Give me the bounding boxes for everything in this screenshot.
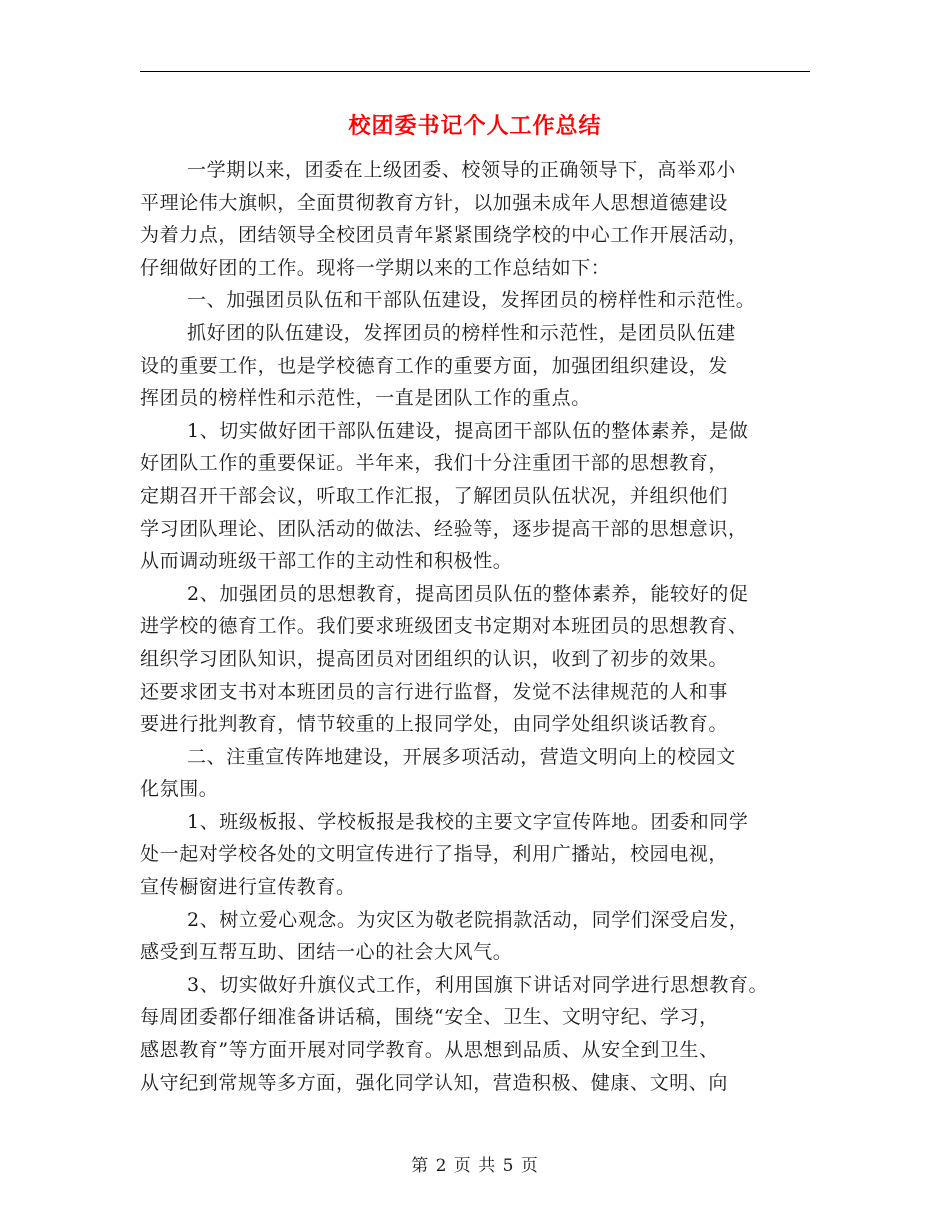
body-line: 好团队工作的重要保证。半年来，我们十分注重团干部的思想教育， (140, 452, 729, 475)
body-line: 要进行批判教育，情节较重的上报同学处，由同学处组织谈话教育。 (140, 713, 729, 736)
body-line: 感恩教育”等方面开展对同学教育。从思想到品质、从安全到卫生、 (140, 1039, 719, 1062)
body-line: 感受到互帮互助、团结一心的社会大风气。 (140, 941, 513, 964)
body-line: 二、注重宣传阵地建设，开展多项活动，营造文明向上的校园文 (187, 745, 736, 768)
page-number-footer: 第 2 页 共 5 页 (411, 1156, 539, 1176)
body-line: 平理论伟大旗帜，全面贯彻教育方针，以加强未成年人思想道德建设 (140, 191, 729, 214)
body-line: 宣传橱窗进行宣传教育。 (140, 876, 356, 899)
body-line: 处一起对学校各处的文明宣传进行了指导，利用广播站，校园电视， (140, 843, 729, 866)
body-line: 2、树立爱心观念。为灾区为敬老院捐款活动，同学们深受启发， (187, 908, 749, 931)
body-line: 从而调动班级干部工作的主动性和积极性。 (140, 550, 513, 573)
document-body (140, 154, 820, 1099)
body-line: 1、切实做好团干部队伍建设，提高团干部队伍的整体素养，是做 (187, 419, 749, 442)
header-rule (140, 71, 810, 72)
body-line: 挥团员的榜样性和示范性，一直是团队工作的重点。 (140, 387, 591, 410)
body-line: 抓好团的队伍建设，发挥团员的榜样性和示范性，是团员队伍建 (187, 321, 736, 344)
body-line: 组织学习团队知识，提高团员对团组织的认识，收到了初步的效果。 (140, 647, 729, 670)
body-line: 一学期以来，团委在上级团委、校领导的正确领导下，高举邓小 (187, 159, 736, 181)
body-line: 从守纪到常规等多方面，强化同学认知，营造积极、健康、文明、向 (140, 1071, 729, 1094)
body-line: 为着力点，团结领导全校团员青年紧紧围绕学校的中心工作开展活动， (140, 224, 748, 247)
body-line: 2、加强团员的思想教育，提高团员队伍的整体素养，能较好的促 (187, 582, 749, 605)
body-line: 一、加强团员队伍和干部队伍建设，发挥团员的榜样性和示范性。 (187, 289, 756, 312)
body-line: 1、班级板报、学校板报是我校的主要文字宣传阵地。团委和同学 (187, 810, 749, 833)
body-line: 进学校的德育工作。我们要求班级团支书定期对本班团员的思想教育、 (140, 615, 748, 638)
body-line: 每周团委都仔细准备讲话稿，围绕“安全、卫生、文明守纪、学习， (140, 1006, 719, 1029)
body-line: 学习团队理论、团队活动的做法、经验等，逐步提高干部的思想意识， (140, 517, 748, 540)
body-line: 设的重要工作，也是学校德育工作的重要方面，加强团组织建设，发 (140, 354, 729, 377)
body-line: 3、切实做好升旗仪式工作，利用国旗下讲话对同学进行思想教育。 (187, 973, 769, 996)
document-title: 校团委书记个人工作总结 (348, 113, 602, 139)
body-line: 化氛围。 (140, 778, 219, 801)
body-line: 仔细做好团的工作。现将一学期以来的工作总结如下： (140, 256, 611, 279)
body-line: 定期召开干部会议，听取工作汇报，了解团员队伍状况，并组织他们 (140, 484, 729, 507)
body-line: 还要求团支书对本班团员的言行进行监督，发觉不法律规范的人和事 (140, 680, 729, 703)
